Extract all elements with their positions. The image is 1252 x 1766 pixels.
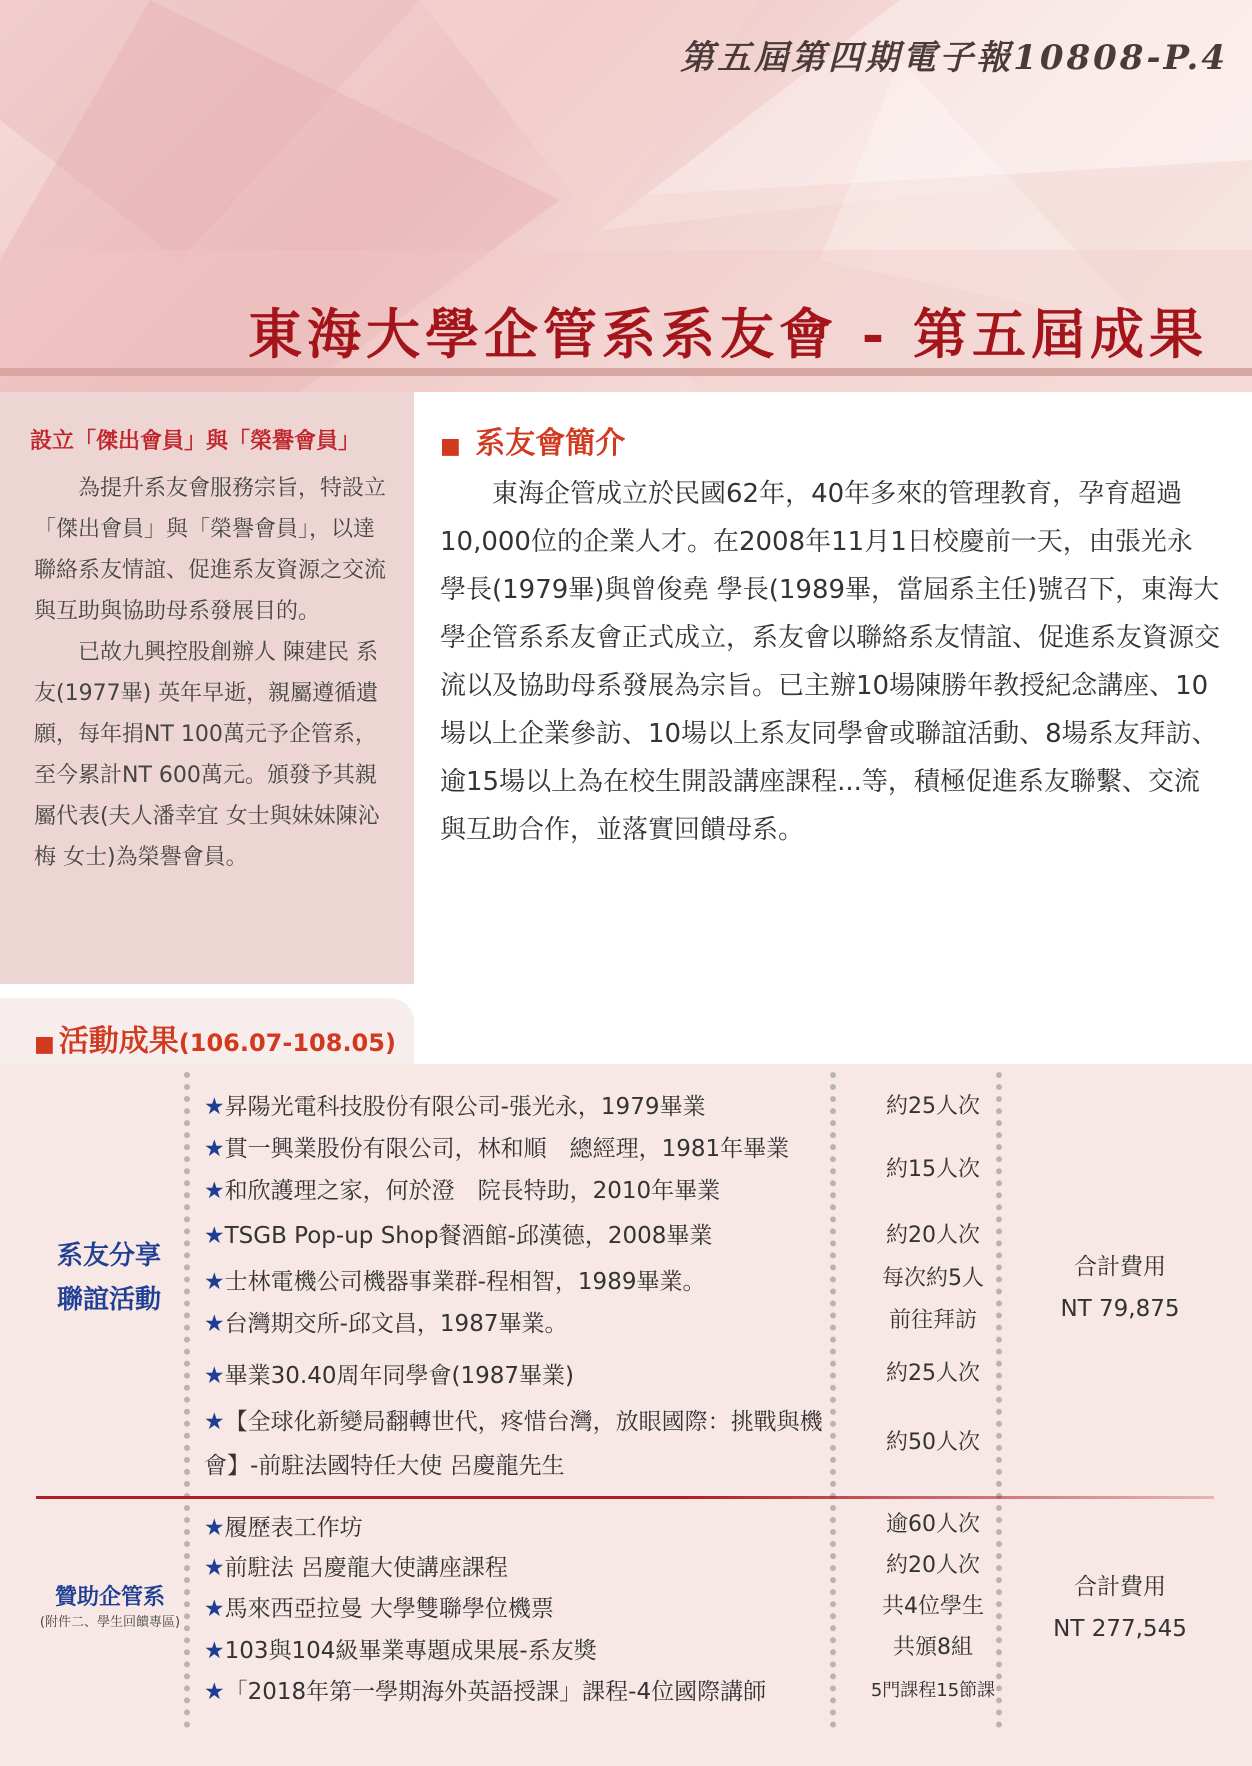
attendance-count: 共頒8組	[893, 1635, 973, 1660]
star-icon: ★	[204, 1409, 225, 1435]
list-item: ★士林電機公司機器事業群-程相智，1989畢業。	[204, 1269, 706, 1295]
attendance-count: 約20人次	[886, 1223, 980, 1248]
star-icon: ★	[204, 1555, 225, 1581]
category-line: 聯誼活動	[56, 1285, 161, 1315]
star-icon: ★	[204, 1178, 225, 1204]
page-title: 東海大學企管系系友會 - 第五屆成果	[247, 302, 1208, 366]
attendance-count: 共4位學生	[882, 1594, 984, 1619]
issue-number: 第五屆第四期電子報10808-P.4	[680, 38, 1228, 78]
attendance-count: 約20人次	[886, 1553, 980, 1578]
column-divider	[184, 1072, 190, 1728]
attendance-count: 約15人次	[886, 1157, 980, 1182]
achievements-period: (106.07-108.05)	[178, 1029, 396, 1057]
list-item: ★「2018年第一學期海外英語授課」課程-4位國際講師	[204, 1679, 767, 1705]
list-item: ★103與104級畢業專題成果展-系友獎	[204, 1638, 597, 1664]
intro-heading	[440, 418, 625, 462]
star-icon: ★	[204, 1269, 225, 1295]
square-bullet-icon: ■	[440, 434, 461, 459]
achievements-title: 活動成果	[58, 1024, 179, 1059]
attendance-count: 前往拜訪	[888, 1308, 977, 1333]
total-cost	[1020, 1246, 1220, 1330]
title-divider	[0, 368, 1252, 376]
intro-text: 東海企管成立於民國62年，40年多來的管理教育，孕育超過10,000位的企業人才。在2008年11月1日校慶前一天，由張光永 學長(1979畢)與曾俊堯 學長(1989畢，當屆系主任)號召下，東海大學企管系系友會正式成立，系友會以聯絡系友情誼、促進系友資源交流以及協助母系發展為宗旨。已主辦10場陳勝年教授紀念講座、10場以上企業參訪、10場以上系友同學會或聯誼活動、8場系友拜訪、逾15場以上為在校生開設講座課程...等，積極促進系友聯繫、交流與互助合作，並落實回饋母系。	[440, 479, 1221, 845]
total-value: NT 79,875	[1060, 1296, 1180, 1322]
square-bullet-icon: ■	[34, 1032, 55, 1057]
attendance-count: 5門課程15節課	[870, 1680, 996, 1701]
star-icon: ★	[204, 1596, 225, 1622]
sidebar-paragraph: 已故九興控股創辦人 陳建民 系友(1977畢) 英年早逝，親屬遵循遺願，每年捐NT 100萬元予企管系，至今累計NT 600萬元。頒發予其親屬代表(夫人潘幸宜 女士與妹妹陳沁梅 女士)為榮譽會員。	[34, 640, 380, 870]
attendance-count: 約25人次	[886, 1094, 980, 1119]
star-icon: ★	[204, 1679, 225, 1705]
list-item: ★畢業30.40周年同學會(1987畢業)	[204, 1363, 574, 1389]
header-banner	[0, 0, 1252, 392]
star-icon: ★	[204, 1136, 225, 1162]
total-label: 合計費用	[1074, 1574, 1166, 1600]
achievements-heading	[34, 1016, 396, 1060]
sidebar-paragraph: 為提升系友會服務宗旨，特設立「傑出會員」與「榮譽會員」，以達聯絡系友情誼、促進系友資源之交流與互助與協助母系發展目的。	[34, 476, 387, 624]
category-label	[36, 1580, 184, 1631]
sidebar-text	[34, 468, 394, 878]
category-label	[34, 1234, 184, 1322]
group-separator	[36, 1496, 1214, 1499]
total-value: NT 277,545	[1053, 1616, 1187, 1642]
total-cost	[1020, 1566, 1220, 1650]
star-icon: ★	[204, 1311, 225, 1337]
category-note: (附件二、學生回饋專區)	[39, 1615, 181, 1630]
category-line: 系友分享	[56, 1241, 161, 1271]
star-icon: ★	[204, 1638, 225, 1664]
star-icon: ★	[204, 1094, 225, 1120]
attendance-count: 每次約5人	[882, 1266, 984, 1291]
total-label: 合計費用	[1074, 1254, 1166, 1280]
list-item: ★前駐法 呂慶龍大使講座課程	[204, 1555, 508, 1581]
list-item: ★履歷表工作坊	[204, 1515, 363, 1541]
list-item: ★台灣期交所-邱文昌，1987畢業。	[204, 1311, 568, 1337]
attendance-count: 約50人次	[886, 1430, 980, 1455]
list-item: ★馬來西亞拉曼 大學雙聯學位機票	[204, 1596, 554, 1622]
attendance-count: 逾60人次	[886, 1512, 980, 1537]
list-item: ★昇陽光電科技股份有限公司-張光永，1979畢業	[204, 1094, 706, 1120]
star-icon: ★	[204, 1515, 225, 1541]
star-icon: ★	[204, 1223, 225, 1249]
intro-title: 系友會簡介	[475, 426, 626, 461]
list-item: ★TSGB Pop-up Shop餐酒館-邱漢德，2008畢業	[204, 1223, 713, 1249]
list-item: ★和欣護理之家，何於澄 院長特助，2010年畢業	[204, 1178, 721, 1204]
list-item: ★【全球化新變局翻轉世代，疼惜台灣，放眼國際：挑戰與機會】-前駐法國特任大使 呂慶龍先生	[204, 1409, 823, 1479]
category-line: 贊助企管系	[54, 1585, 165, 1610]
list-item: ★貫一興業股份有限公司，林和順 總經理，1981年畢業	[204, 1136, 790, 1162]
sidebar-title: 設立「傑出會員」與「榮譽會員」	[30, 429, 361, 454]
star-icon: ★	[204, 1363, 225, 1389]
attendance-count: 約25人次	[886, 1361, 980, 1386]
